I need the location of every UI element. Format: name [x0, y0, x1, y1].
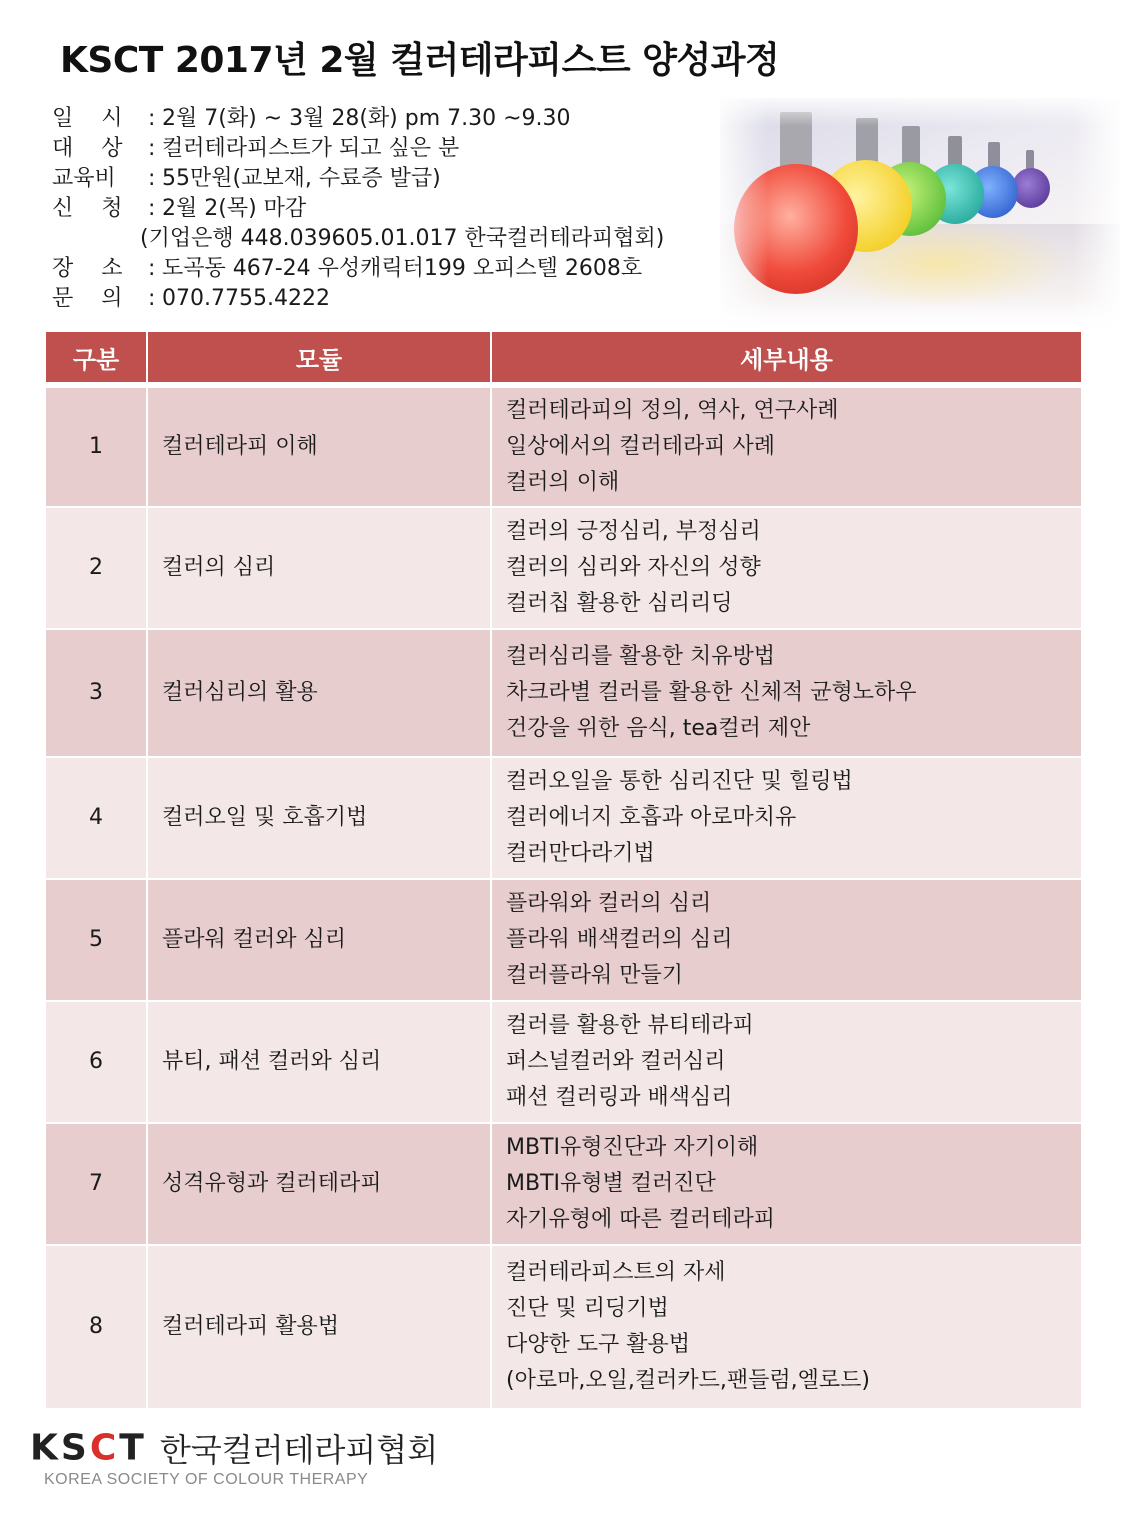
row-number: 3 — [46, 630, 146, 758]
detail-line: 컬러만다라기법 — [506, 841, 655, 866]
row-details — [490, 1002, 1081, 1124]
detail-line: 컬러플라워 만들기 — [506, 963, 684, 988]
logo-mark: KSCT — [30, 1427, 147, 1469]
logo-mark-accent: C — [89, 1427, 120, 1469]
detail-line: 자기유형에 따른 컬러테라피 — [506, 1207, 776, 1232]
detail-line: 진단 및 리딩기법 — [506, 1296, 669, 1321]
row-module: 컬러테라피 이해 — [146, 388, 490, 508]
detail-line: 컬러에너지 호흡과 아로마치유 — [506, 805, 797, 830]
info-label: 대 상 — [52, 136, 123, 161]
photo-edge-fade — [720, 98, 1120, 334]
row-number: 6 — [46, 1002, 146, 1124]
row-module: 성격유형과 컬러테라피 — [146, 1124, 490, 1246]
row-details — [490, 880, 1081, 1002]
row-number: 5 — [46, 880, 146, 1002]
row-module: 플라워 컬러와 심리 — [146, 880, 490, 1002]
event-info — [52, 104, 664, 314]
color-bottles-photo — [720, 98, 1120, 334]
info-row-schedule — [52, 104, 664, 134]
row-module: 컬러의 심리 — [146, 508, 490, 630]
logo-org-name: 한국컬러테라피협회 — [159, 1431, 439, 1469]
row-module: 뷰티, 패션 컬러와 심리 — [146, 1002, 490, 1124]
row-number: 2 — [46, 508, 146, 630]
row-details — [490, 1124, 1081, 1246]
detail-line: 컬러오일을 통한 심리진단 및 힐링법 — [506, 769, 853, 794]
detail-line: 건강을 위한 음식, tea컬러 제안 — [506, 716, 811, 741]
table-header-row — [46, 332, 1081, 388]
detail-line: 컬러의 이해 — [506, 470, 620, 495]
info-row-fee — [52, 164, 664, 194]
detail-line: 컬러의 심리와 자신의 성향 — [506, 555, 761, 580]
detail-line: 플라워 배색컬러의 심리 — [506, 927, 733, 952]
info-separator: : — [148, 106, 156, 131]
detail-line: 패션 컬러링과 배색심리 — [506, 1085, 733, 1110]
info-separator: : — [148, 166, 156, 191]
detail-line: 일상에서의 컬러테라피 사례 — [506, 434, 776, 459]
info-row-application — [52, 194, 664, 224]
row-details — [490, 508, 1081, 630]
row-number: 8 — [46, 1246, 146, 1410]
info-value: 2월 7(화) ~ 3월 28(화) pm 7.30 ~9.30 — [162, 106, 571, 131]
detail-line: 차크라별 컬러를 활용한 신체적 균형노하우 — [506, 680, 917, 705]
detail-line: 컬러테라피스트의 자세 — [506, 1260, 726, 1285]
info-label: 신 청 — [52, 196, 123, 221]
detail-line: 컬러의 긍정심리, 부정심리 — [506, 519, 761, 544]
detail-line: 컬러심리를 활용한 치유방법 — [506, 644, 776, 669]
detail-line: 컬러를 활용한 뷰티테라피 — [506, 1013, 754, 1038]
row-details — [490, 1246, 1081, 1410]
info-value: 2월 2(목) 마감 — [162, 196, 307, 221]
table-row — [46, 1124, 1081, 1246]
row-module: 컬러오일 및 호흡기법 — [146, 758, 490, 880]
row-number: 7 — [46, 1124, 146, 1246]
info-separator: : — [148, 136, 156, 161]
info-separator: : — [148, 286, 156, 311]
table-row — [46, 388, 1081, 508]
detail-line: 플라워와 컬러의 심리 — [506, 891, 712, 916]
row-module: 컬러테라피 활용법 — [146, 1246, 490, 1410]
detail-line: 퍼스널컬러와 컬러심리 — [506, 1049, 726, 1074]
row-module: 컬러심리의 활용 — [146, 630, 490, 758]
info-row-contact — [52, 284, 664, 314]
column-header-module: 모듈 — [146, 332, 490, 388]
info-row-bank-account — [52, 224, 664, 254]
row-details — [490, 388, 1081, 508]
table-row — [46, 508, 1081, 630]
info-row-location — [52, 254, 664, 284]
info-separator: : — [148, 256, 156, 281]
row-details — [490, 630, 1081, 758]
page-title: KSCT 2017년 2월 컬러테라피스트 양성과정 — [60, 40, 780, 81]
info-value: 070.7755.4222 — [162, 286, 330, 311]
info-label: 장 소 — [52, 256, 123, 281]
detail-line: (아로마,오일,컬러카드,팬들럼,엘로드) — [506, 1368, 870, 1393]
detail-line: MBTI유형별 컬러진단 — [506, 1171, 716, 1196]
info-label: 문 의 — [52, 286, 123, 311]
detail-line: MBTI유형진단과 자기이해 — [506, 1135, 759, 1160]
table-row — [46, 1002, 1081, 1124]
curriculum-table — [46, 332, 1081, 1410]
info-value: (기업은행 448.039605.01.017 한국컬러테라피협회) — [140, 226, 665, 251]
detail-line: 컬러테라피의 정의, 역사, 연구사례 — [506, 398, 839, 423]
info-value: 55만원(교보재, 수료증 발급) — [162, 166, 441, 191]
table-row — [46, 1246, 1081, 1410]
row-details — [490, 758, 1081, 880]
row-number: 1 — [46, 388, 146, 508]
detail-line: 컬러칩 활용한 심리리딩 — [506, 591, 733, 616]
detail-line: 다양한 도구 활용법 — [506, 1332, 691, 1357]
info-value: 도곡동 467-24 우성캐릭터199 오피스텔 2608호 — [162, 256, 643, 281]
info-row-target — [52, 134, 664, 164]
info-value: 컬러테라피스트가 되고 싶은 분 — [162, 136, 460, 161]
info-separator: : — [148, 196, 156, 221]
info-label: 일 시 — [52, 106, 123, 131]
table-row — [46, 630, 1081, 758]
column-header-no: 구분 — [46, 332, 146, 388]
table-row — [46, 880, 1081, 1002]
table-row — [46, 758, 1081, 880]
column-header-details: 세부내용 — [490, 332, 1081, 388]
logo-subtitle: KOREA SOCIETY OF COLOUR THERAPY — [44, 1471, 369, 1488]
info-label: 교육비 — [52, 166, 116, 191]
row-number: 4 — [46, 758, 146, 880]
footer-logo — [30, 1425, 438, 1471]
